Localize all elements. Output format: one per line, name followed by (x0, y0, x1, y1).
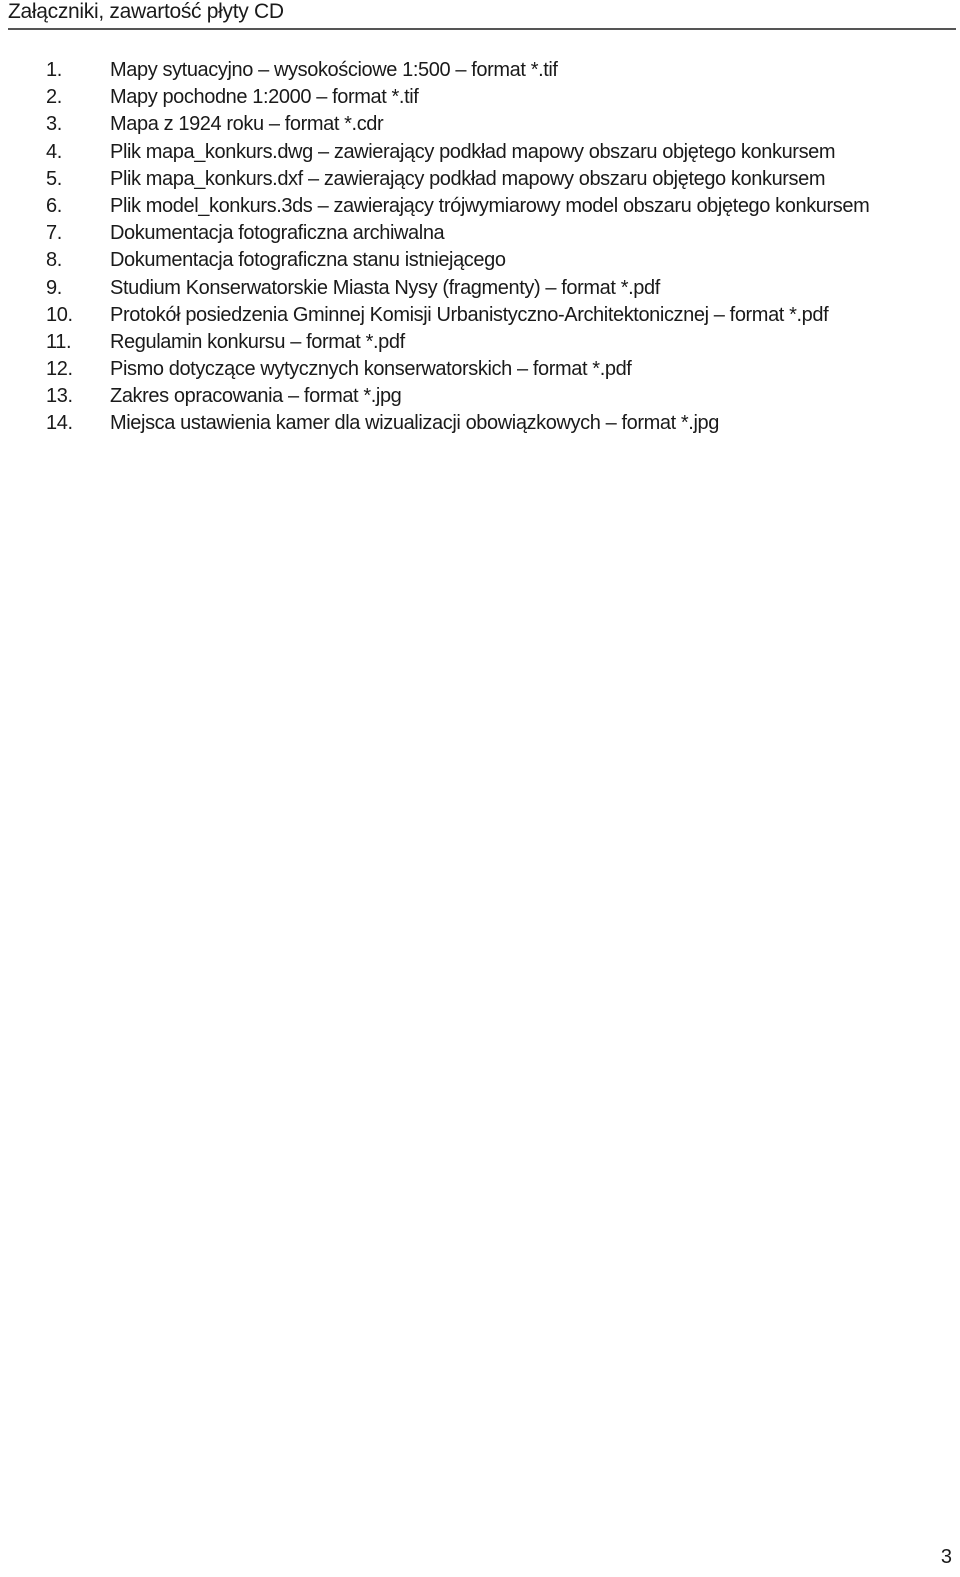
page-number: 3 (940, 1546, 952, 1568)
item-text: Mapy pochodne 1:2000 – format *.tif (110, 86, 419, 109)
item-text: Mapa z 1924 roku – format *.cdr (110, 113, 384, 136)
item-text: Zakres opracowania – format *.jpg (110, 385, 402, 408)
list-item (46, 193, 869, 220)
attachments-list (46, 57, 869, 438)
item-number: 14. (46, 412, 73, 435)
list-item (46, 275, 869, 302)
item-number: 2. (46, 86, 62, 109)
list-item (46, 410, 869, 437)
item-text: Studium Konserwatorskie Miasta Nysy (fragmenty) – format *.pdf (110, 276, 660, 299)
item-text: Dokumentacja fotograficzna archiwalna (110, 222, 445, 245)
item-text: Plik mapa_konkurs.dwg – zawierający podkład mapowy obszaru objętego konkursem (110, 140, 836, 163)
list-item (46, 247, 869, 274)
item-text: Miejsca ustawienia kamer dla wizualizacji obowiązkowych – format *.jpg (110, 412, 719, 435)
list-item (46, 139, 869, 166)
list-item (46, 329, 869, 356)
list-item (46, 302, 869, 329)
item-text: Dokumentacja fotograficzna stanu istniejącego (110, 249, 506, 272)
item-number: 12. (46, 358, 73, 381)
page-header (8, 0, 956, 30)
list-item (46, 166, 869, 193)
list-item (46, 356, 869, 383)
list-item (46, 111, 869, 138)
item-number: 9. (46, 276, 62, 299)
item-number: 8. (46, 249, 62, 272)
item-text: Plik mapa_konkurs.dxf – zawierający podkład mapowy obszaru objętego konkursem (110, 167, 826, 190)
item-text: Mapy sytuacyjno – wysokościowe 1:500 – format *.tif (110, 59, 558, 81)
page-title: Załączniki, zawartość płyty CD (8, 0, 284, 23)
list-item (46, 84, 869, 111)
item-text: Pismo dotyczące wytycznych konserwatorskich – format *.pdf (110, 358, 632, 381)
item-text: Regulamin konkursu – format *.pdf (110, 330, 405, 353)
list-item (46, 383, 869, 410)
item-number: 13. (46, 385, 73, 408)
list-item (46, 57, 869, 84)
item-number: 6. (46, 194, 62, 217)
item-number: 5. (46, 167, 62, 190)
list-item (46, 220, 869, 247)
item-number: 1. (46, 59, 62, 81)
item-number: 11. (46, 330, 72, 353)
item-number: 7. (46, 222, 62, 245)
item-text: Protokół posiedzenia Gminnej Komisji Urbanistyczno-Architektonicznej – format *.pdf (110, 303, 829, 326)
item-number: 3. (46, 113, 62, 136)
item-text: Plik model_konkurs.3ds – zawierający trójwymiarowy model obszaru objętego konkursem (110, 194, 870, 217)
item-number: 4. (46, 140, 62, 163)
item-number: 10. (46, 303, 73, 326)
